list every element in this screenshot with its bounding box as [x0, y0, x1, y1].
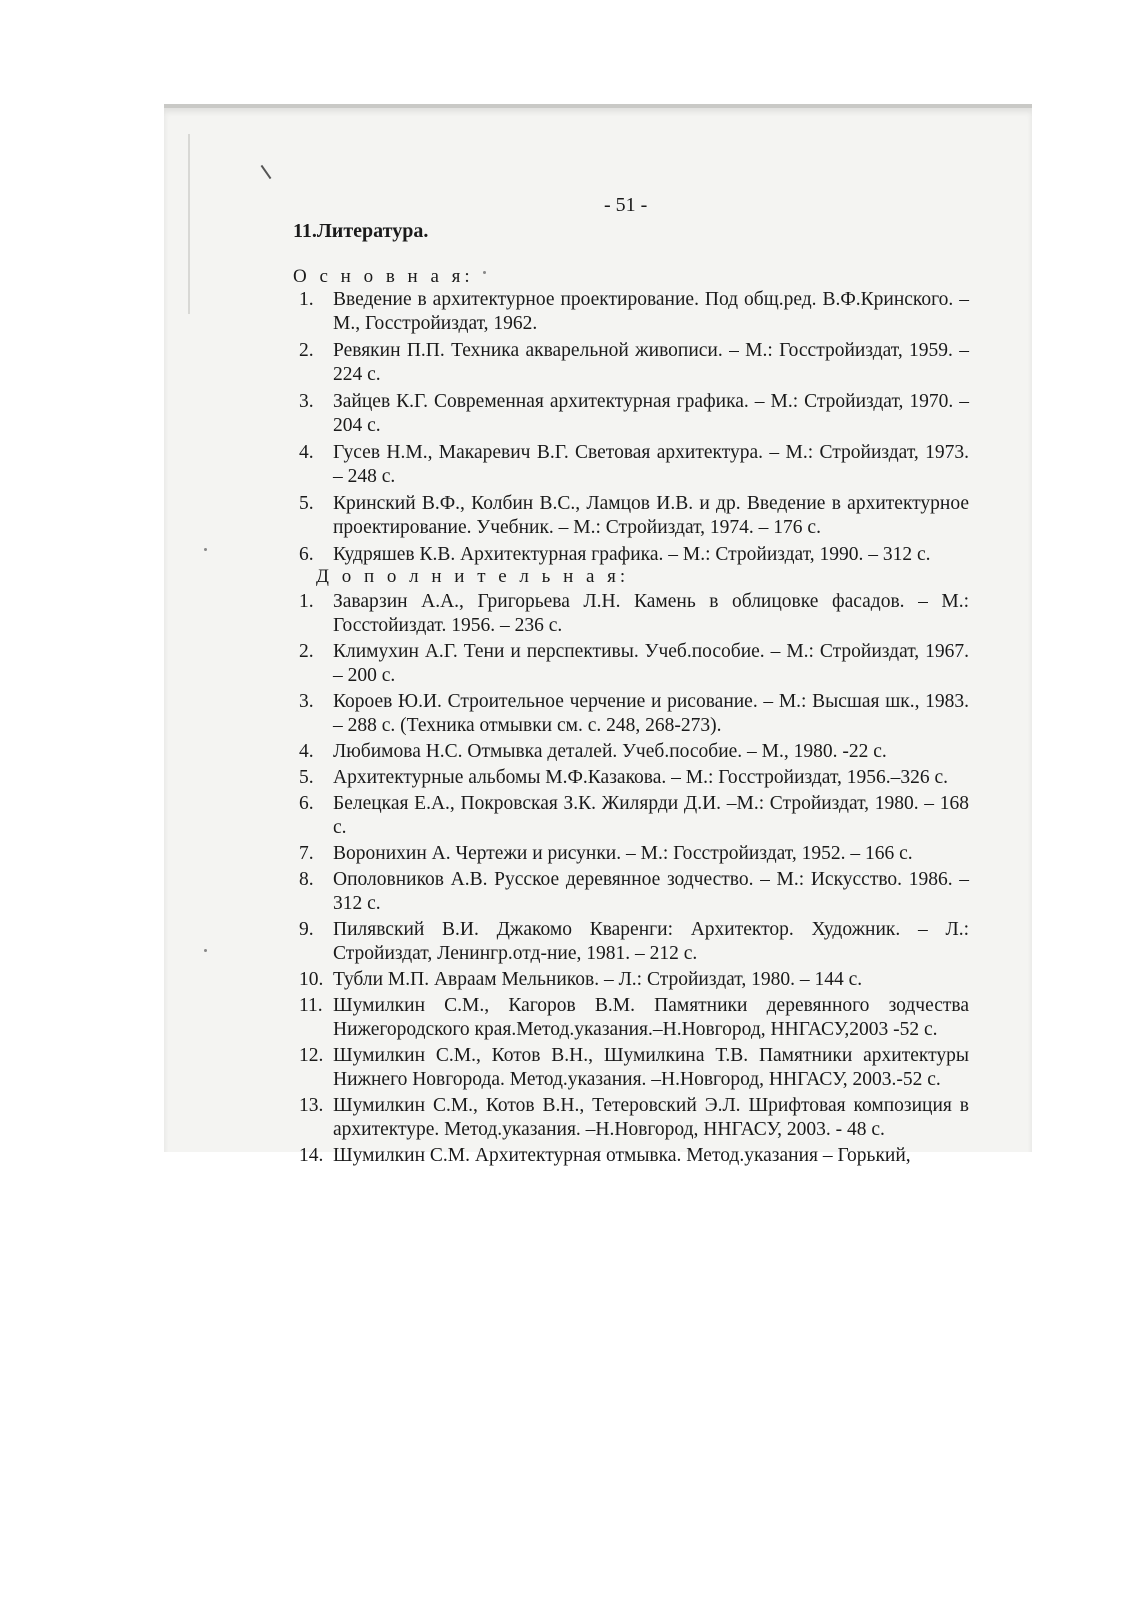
- reference-text: Введение в архитектурное проектирование. Под общ.ред. В.Ф.Кринского. –М., Госстройиздат, 1962.: [333, 289, 969, 334]
- reference-number: 8.: [299, 869, 314, 890]
- reference-text: Любимова Н.С. Отмывка деталей. Учеб.пособие. – М., 1980. -22 с.: [333, 741, 887, 762]
- reference-text: Шумилкин С.М., Котов В.Н., Шумилкина Т.В. Памятники архитектуры Нижнего Новгорода. Метод.указания. –Н.Новгород, ННГАСУ, 2003.-52 с.: [333, 1045, 969, 1090]
- reference-number: 3.: [299, 691, 314, 712]
- reference-number: 6.: [299, 544, 314, 565]
- reference-text: Ревякин П.П. Техника акварельной живописи. – М.: Госстройиздат, 1959. – 224 с.: [333, 340, 969, 385]
- reference-text: Кринский В.Ф., Колбин В.С., Ламцов И.В. и др. Введение в архитектурное проектирование. Учебник. – М.: Стройиздат, 1974. – 176 с.: [333, 493, 969, 538]
- reference-item: [299, 690, 969, 738]
- reference-text: Кудряшев К.В. Архитектурная графика. – М.: Стройиздат, 1990. – 312 с.: [333, 544, 931, 565]
- reference-text: Шумилкин С.М., Котов В.Н., Тетеровский Э.Л. Шрифтовая композиция в архитектуре. Метод.указания. –Н.Новгород, ННГАСУ, 2003. - 48 с.: [333, 1095, 969, 1140]
- reference-number: 5.: [299, 767, 314, 788]
- speck: [204, 548, 207, 551]
- additional-literature-list: [299, 590, 969, 1170]
- reference-text: Короев Ю.И. Строительное черчение и рисование. – М.: Высшая шк., 1983. – 288 с. (Техника отмывки см. с. 248, 268-273).: [333, 691, 969, 736]
- section-heading: 11.Литература.: [293, 220, 429, 242]
- reference-text: Белецкая Е.А., Покровская З.К. Жилярди Д.И. –М.: Стройиздат, 1980. – 168 с.: [333, 793, 969, 838]
- reference-number: 1.: [299, 591, 314, 612]
- binding-edge: [188, 134, 190, 314]
- reference-item: [299, 288, 969, 336]
- reference-item: [299, 918, 969, 966]
- reference-text: Воронихин А. Чертежи и рисунки. – М.: Госстройиздат, 1952. – 166 с.: [333, 843, 913, 864]
- reference-item: [299, 740, 969, 764]
- reference-item: [299, 842, 969, 866]
- reference-number: 5.: [299, 493, 314, 514]
- reference-number: 3.: [299, 391, 314, 412]
- reference-number: 4.: [299, 741, 314, 762]
- reference-text: Климухин А.Г. Тени и перспективы. Учеб.пособие. – М.: Стройиздат, 1967. – 200 с.: [333, 641, 969, 686]
- reference-number: 9.: [299, 919, 314, 940]
- reference-text: Тубли М.П. Авраам Мельников. – Л.: Стройиздат, 1980. – 144 с.: [333, 969, 863, 990]
- reference-item: [299, 543, 969, 567]
- reference-number: 2.: [299, 641, 314, 662]
- reference-number: 13.: [299, 1095, 324, 1116]
- reference-item: [299, 792, 969, 840]
- reference-item: [299, 492, 969, 540]
- reference-item: [299, 640, 969, 688]
- reference-text: Зайцев К.Г. Современная архитектурная графика. – М.: Стройиздат, 1970. – 204 с.: [333, 391, 969, 436]
- reference-item: [299, 339, 969, 387]
- reference-item: [299, 590, 969, 638]
- reference-item: [299, 390, 969, 438]
- reference-text: Шумилкин С.М. Архитектурная отмывка. Метод.указания – Горький,: [333, 1145, 911, 1166]
- reference-item: [299, 1044, 969, 1092]
- reference-number: 4.: [299, 442, 314, 463]
- scanned-page: [164, 104, 1032, 1166]
- pen-mark: [261, 165, 272, 179]
- speck: [204, 949, 207, 952]
- reference-text: Гусев Н.М., Макаревич В.Г. Световая архитектура. – М.: Стройиздат, 1973. – 248 с.: [333, 442, 969, 487]
- reference-item: [299, 441, 969, 489]
- reference-number: 12.: [299, 1045, 324, 1066]
- reference-item: [299, 994, 969, 1042]
- main-literature-label: О с н о в н а я:: [293, 266, 474, 287]
- reference-number: 10.: [299, 969, 324, 990]
- reference-number: 7.: [299, 843, 314, 864]
- reference-text: Пилявский В.И. Джакомо Кваренги: Архитектор. Художник. – Л.: Стройиздат, Ленингр.отд-ние, 1981. – 212 с.: [333, 919, 969, 964]
- reference-number: 2.: [299, 340, 314, 361]
- additional-literature-label: Д о п о л н и т е л ь н а я:: [316, 566, 630, 587]
- reference-text: Шумилкин С.М., Кагоров В.М. Памятники деревянного зодчества Нижегородского края.Метод.указания.–Н.Новгород, ННГАСУ,2003 -52 с.: [333, 995, 969, 1040]
- page-number: - 51 -: [604, 194, 648, 216]
- reference-item: [299, 868, 969, 916]
- reference-item: [299, 766, 969, 790]
- reference-text: Архитектурные альбомы М.Ф.Казакова. – М.: Госстройиздат, 1956.–326 с.: [333, 767, 949, 788]
- reference-number: 11.: [299, 995, 323, 1016]
- reference-item: [299, 968, 969, 992]
- reference-text: Ополовников А.В. Русское деревянное зодчество. – М.: Искусство. 1986. – 312 с.: [333, 869, 969, 914]
- main-literature-list: [299, 288, 969, 570]
- reference-number: 1.: [299, 289, 314, 310]
- reference-text: Заварзин А.А., Григорьева Л.Н. Камень в облицовке фасадов. – М.: Госстойиздат. 1956. – 236 с.: [333, 591, 969, 636]
- speck: [483, 271, 486, 274]
- reference-number: 6.: [299, 793, 314, 814]
- cut-off-line: [164, 1130, 1032, 1152]
- reference-number: 14.: [299, 1145, 324, 1166]
